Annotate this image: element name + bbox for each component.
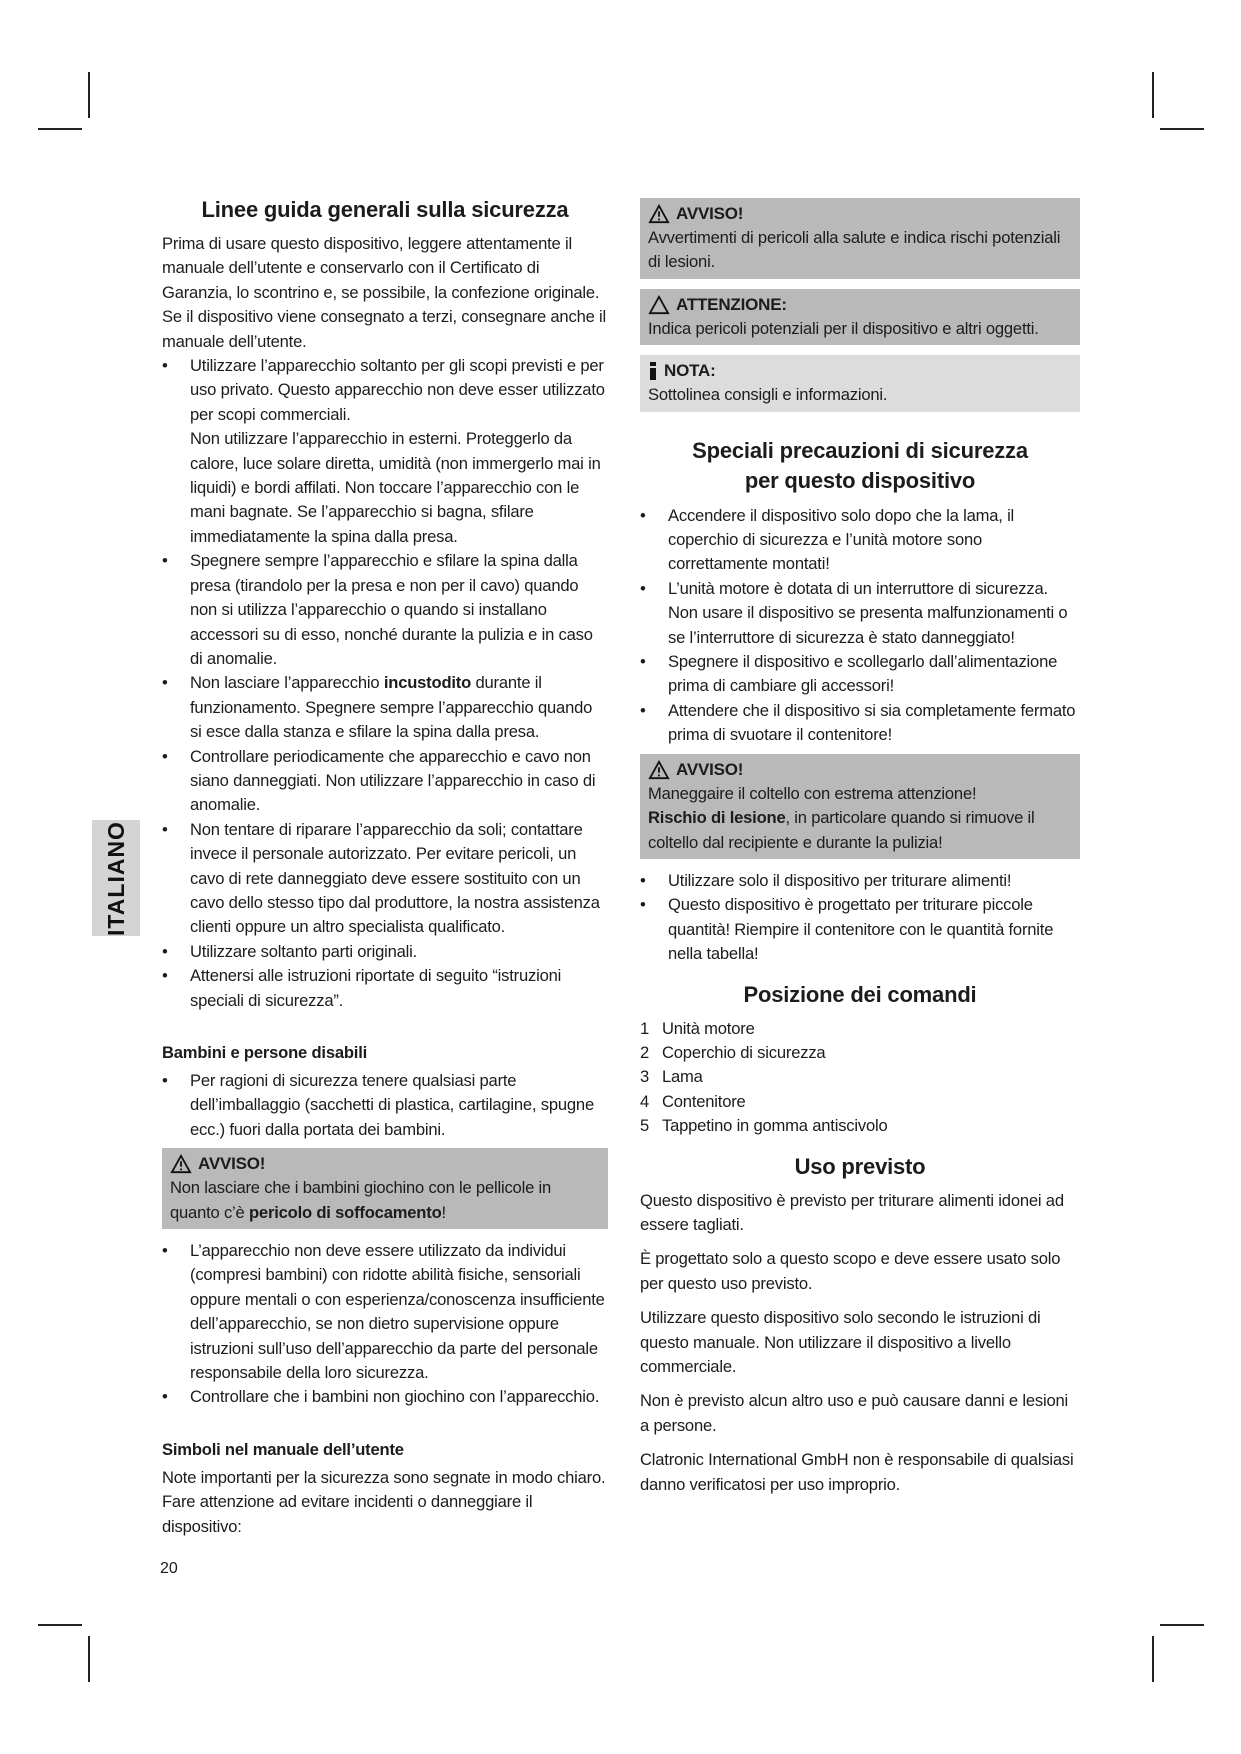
warning-triangle-icon	[648, 760, 670, 780]
list-item: • Utilizzare l’apparecchio soltanto per gli scopi previsti e per uso privato. Questo apparecchio non deve esser utilizzato per scopi commerciali. Non utilizzare l’apparecchio in esterni. Proteggerlo da calore, luce solare diretta, umidità (non immergerlo mai in liquidi) e bordi affilati. Non toccare l’apparecchio con le mani bagnate. Se l’apparecchio si bagna, sfilare immediatamente la spina dalla presa.	[162, 354, 608, 549]
note-label: NOTA:	[664, 361, 716, 381]
warning-box	[162, 1148, 608, 1229]
intended-use-title: Uso previsto	[794, 1153, 926, 1179]
children-heading: Bambini e persone disabili	[162, 1043, 368, 1062]
safety-guidelines-title: Linee guida generali sulla sicurezza	[201, 197, 569, 222]
list-item: • Attenersi alle istruzioni riportate di seguito “istruzioni speciali di sicurezza”.	[162, 964, 608, 1013]
caution-label: ATTENZIONE:	[676, 294, 787, 314]
crop-mark	[1152, 1636, 1154, 1682]
language-tab	[92, 820, 140, 936]
list-item: • Utilizzare solo il dispositivo per triturare alimenti!	[640, 869, 1080, 893]
warning-text: Maneggaire il coltello con estrema attenzione! Rischio di lesione, in particolare quando si rimuove il coltello dal recipiente e durante la pulizia!	[648, 783, 1035, 852]
page-number: 20	[160, 1560, 178, 1577]
warning-triangle-icon	[648, 204, 670, 224]
crop-mark	[88, 72, 90, 118]
warning-label: AVVISO!	[676, 759, 744, 779]
controls-list	[640, 1017, 1080, 1139]
warning-header: AVVISO!	[170, 1152, 600, 1176]
list-item: • Spegnere sempre l’apparecchio e sfilare la spina dalla presa (tirandolo per la presa e non per il cavo) quando non si utilizza l’apparecchio o quando si installano accessori su di esso, nonché durante la pulizia e in caso di anomalie.	[162, 549, 608, 671]
list-item: • Utilizzare soltanto parti originali.	[162, 940, 608, 964]
intro-paragraph: Prima di usare questo dispositivo, leggere attentamente il manuale dell’utente e conservarlo con il Certificato di Garanzia, lo scontrino e, se possibile, la confezione originale. Se il dispositivo viene consegnato a terzi, consegnare anche il manuale dell’utente.	[162, 234, 607, 351]
left-column	[162, 196, 608, 1539]
crop-mark	[38, 1624, 82, 1626]
list-item-continuation: Non utilizzare l’apparecchio in esterni. Proteggerlo da calore, luce solare diretta, umidità (non immergerlo mai in liquidi) e bordi affilati. Non toccare l’apparecchio con le mani bagnate. Se l’apparecchio si bagna, sfilare immediatamente la spina dalla presa.	[190, 429, 601, 546]
special-bullet-list	[640, 504, 1080, 748]
list-item: 5 Tappetino in gomma antiscivolo	[640, 1116, 888, 1136]
special-bullet-list-2	[640, 869, 1080, 967]
caution-triangle-icon	[648, 295, 670, 315]
warning-text: Non lasciare che i bambini giochino con le pellicole in quanto c’è pericolo di soffocamento!	[170, 1178, 552, 1222]
special-precautions-title: Speciali precauzioni di sicurezza per questo dispositivo	[692, 437, 1028, 493]
list-item: • Attendere che il dispositivo si sia completamente fermato prima di svuotare il contenitore!	[640, 699, 1080, 748]
paragraph: Utilizzare questo dispositivo solo secondo le istruzioni di questo manuale. Non utilizzare il dispositivo a livello commerciale.	[640, 1308, 1041, 1376]
children-bullet-list-2	[162, 1239, 608, 1410]
list-item: • L’unità motore è dotata di un interruttore di sicurezza. Non usare il dispositivo se presenta malfunzionamenti o se l’interruttore di sicurezza è stato danneggiato!	[640, 577, 1080, 650]
info-icon	[648, 361, 658, 381]
crop-mark	[38, 128, 82, 130]
symbols-paragraph: Note importanti per la sicurezza sono segnate in modo chiaro. Fare attenzione ad evitare incidenti o danneggiare il dispositivo:	[162, 1467, 606, 1536]
crop-mark	[1160, 1624, 1204, 1626]
right-column	[640, 198, 1080, 1497]
list-item: • Questo dispositivo è progettato per triturare piccole quantità! Riempire il contenitore con le quantità fornite nella tabella!	[640, 893, 1080, 966]
list-item: • Per ragioni di sicurezza tenere qualsiasi parte dell’imballaggio (sacchetti di plastica, cartilagine, spugne ecc.) fuori dalla portata dei bambini.	[162, 1069, 608, 1142]
crop-mark	[88, 1636, 90, 1682]
children-bullet-list	[162, 1069, 608, 1142]
list-item: 3 Lama	[640, 1067, 703, 1087]
crop-mark	[1152, 72, 1154, 118]
list-item: • Controllare periodicamente che apparecchio e cavo non siano danneggiati. Non utilizzare l’apparecchio in caso di anomalie.	[162, 745, 608, 818]
list-item: • Spegnere il dispositivo e scollegarlo dall’alimentazione prima di cambiare gli accessori!	[640, 650, 1080, 699]
note-box	[640, 355, 1080, 411]
caution-box	[640, 289, 1080, 345]
warning-triangle-icon	[170, 1154, 192, 1174]
list-item: • Controllare che i bambini non giochino con l’apparecchio.	[162, 1385, 608, 1409]
list-item: 1 Unità motore	[640, 1018, 755, 1038]
warning-box	[640, 198, 1080, 279]
list-item: • Non tentare di riparare l’apparecchio da soli; contattare invece il personale autorizzato. Per evitare pericoli, un cavo di rete danneggiato deve essere sostituito con un cavo dello stesso tipo dal produttore, la nostra assistenza clienti oppure un altro specialista qualificato.	[162, 818, 608, 940]
paragraph: Clatronic International GmbH non è responsabile di qualsiasi danno verificatosi per uso improprio.	[640, 1450, 1074, 1494]
warning-text: Avvertimenti di pericoli alla salute e indica rischi potenziali di lesioni.	[648, 228, 1061, 272]
language-tab-label: ITALIANO	[102, 820, 129, 936]
list-item: • Accendere il dispositivo solo dopo che la lama, il coperchio di sicurezza e l’unità motore sono correttamente montati!	[640, 504, 1080, 577]
paragraph: È progettato solo a questo scopo e deve essere usato solo per questo uso previsto.	[640, 1249, 1061, 1293]
list-item: 2 Coperchio di sicurezza	[640, 1042, 826, 1062]
emphasis-suffocation: pericolo di soffocamento	[249, 1202, 442, 1222]
paragraph: Non è previsto alcun altro uso e può causare danni e lesioni a persone.	[640, 1391, 1069, 1435]
paragraph: Questo dispositivo è previsto per triturare alimenti idonei ad essere tagliati.	[640, 1190, 1064, 1234]
caution-text: Indica pericoli potenziali per il dispositivo e altri oggetti.	[648, 318, 1039, 338]
crop-mark	[1160, 128, 1204, 130]
list-item: • Non lasciare l’apparecchio incustodito durante il funzionamento. Spegnere sempre l’apparecchio quando si esce dalla stanza e sfilare la spina dalla presa.	[162, 671, 608, 744]
controls-title: Posizione dei comandi	[743, 981, 977, 1007]
safety-bullet-list	[162, 354, 608, 1013]
warning-label: AVVISO!	[676, 204, 744, 223]
list-item: • L’apparecchio non deve essere utilizzato da individui (compresi bambini) con ridotte abilità fisiche, sensoriali oppure mentali o con esperienza/conoscenza insufficiente dell’apparecchio, se non dietro supervisione oppure istruzioni sull’uso dell’apparecchio da parte del personale responsabile della loro sicurezza.	[162, 1239, 608, 1385]
list-item: 4 Contenitore	[640, 1091, 746, 1111]
emphasis-injury-risk: Rischio di lesione	[648, 808, 786, 828]
note-text: Sottolinea consigli e informazioni.	[648, 385, 888, 405]
knife-warning-box	[640, 754, 1080, 859]
emphasis-unattended: incustodito	[383, 673, 472, 693]
symbols-heading: Simboli nel manuale dell’utente	[162, 1439, 404, 1459]
